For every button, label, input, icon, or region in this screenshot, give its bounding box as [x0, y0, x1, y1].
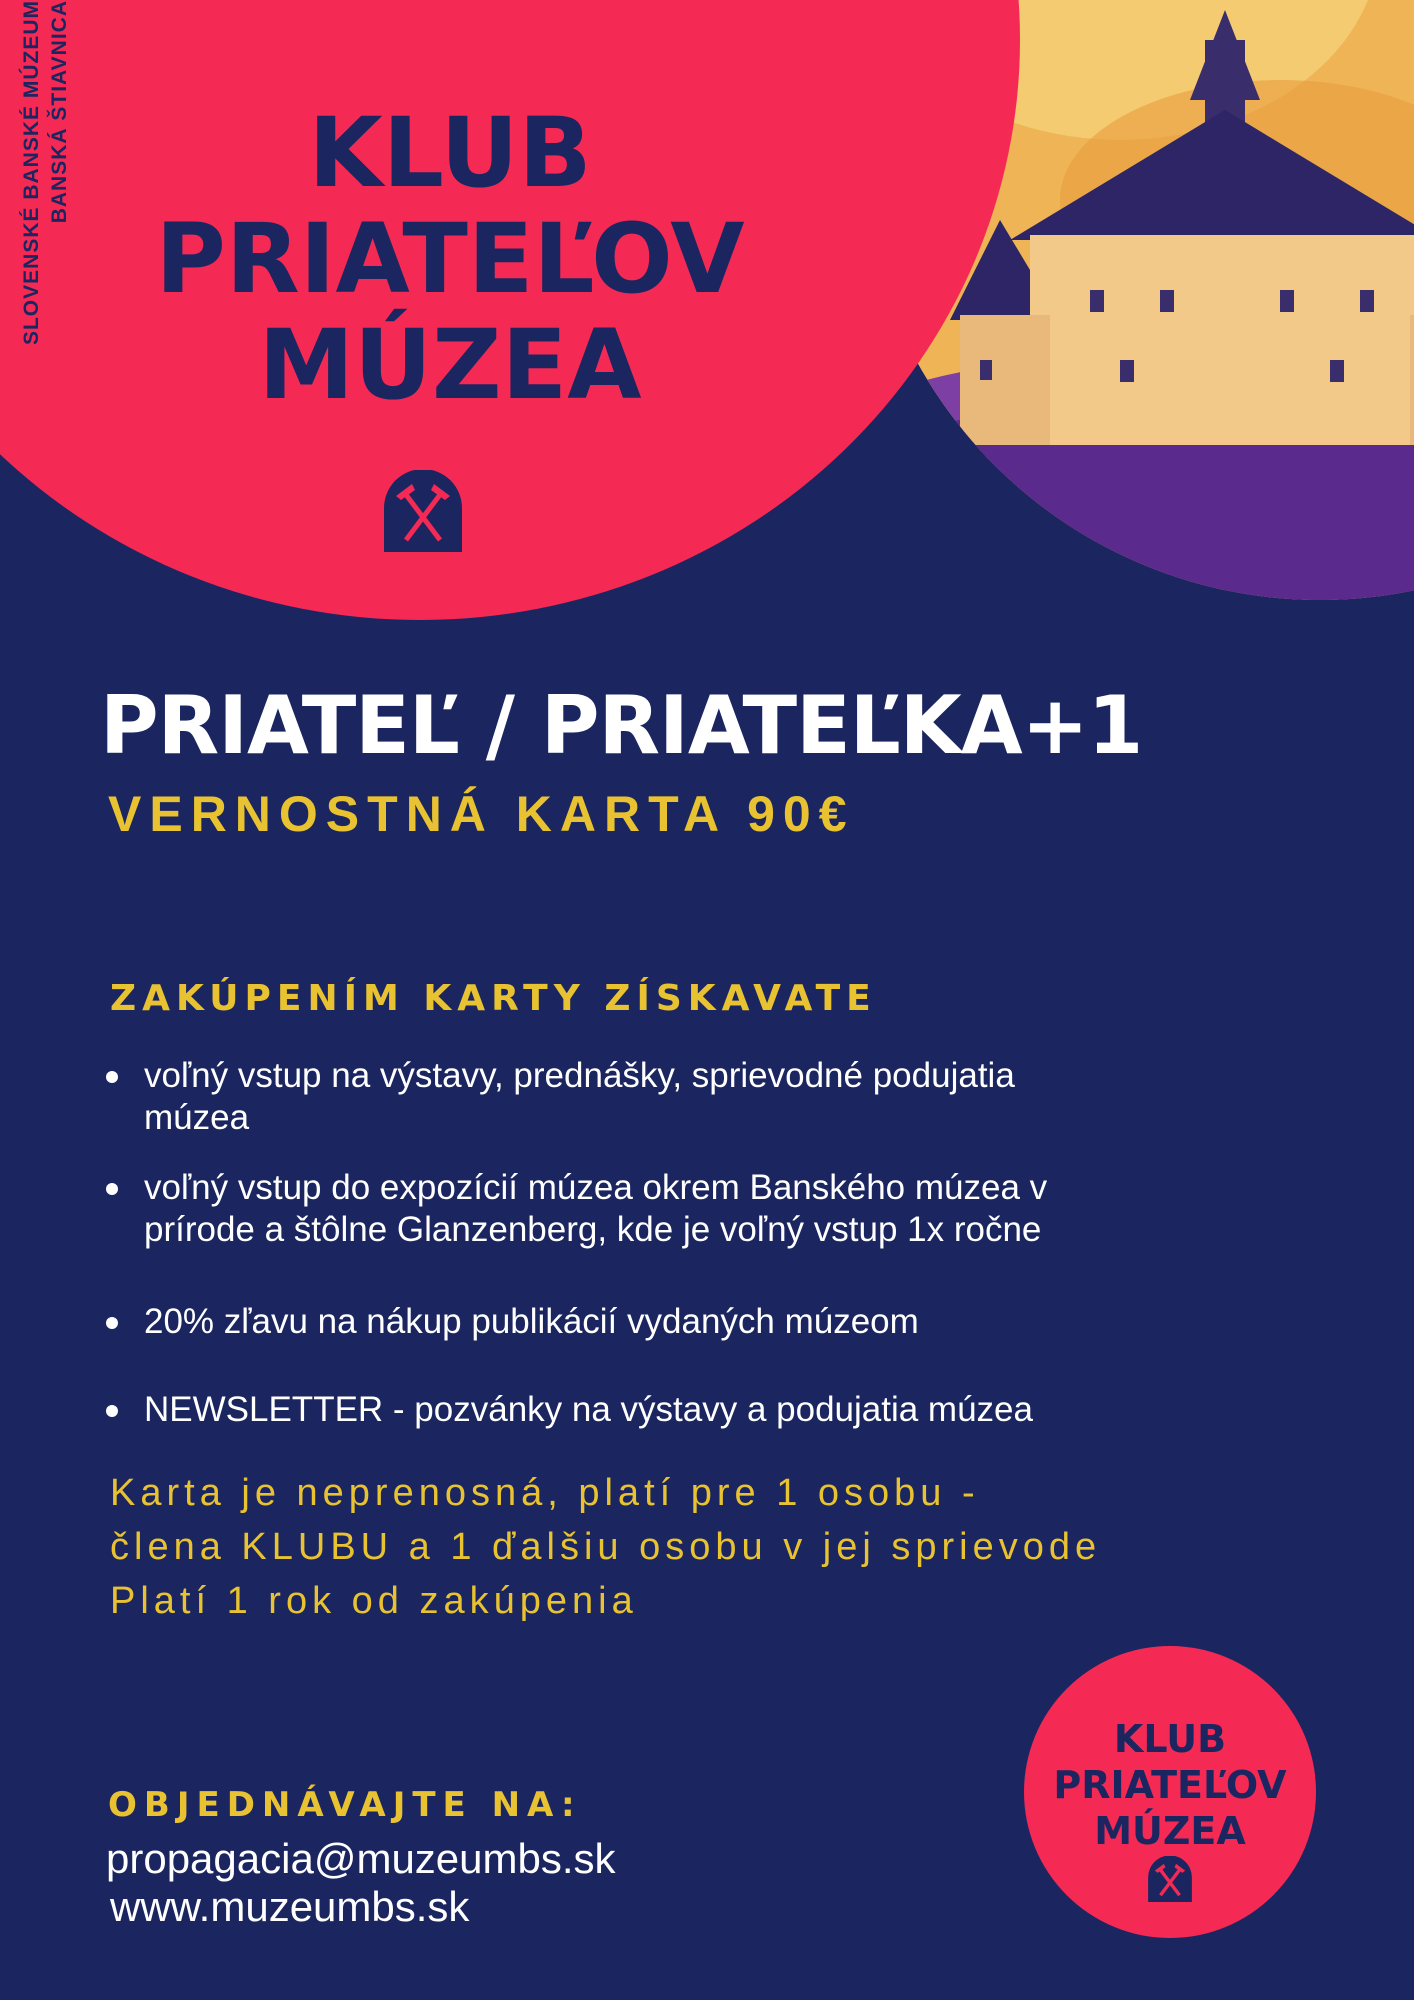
badge-title-line-1: KLUB — [1113, 1717, 1227, 1761]
benefit-text: 20% zľavu na nákup publikácií vydaných múzeom — [144, 1302, 919, 1341]
crossed-hammers-icon — [1148, 1856, 1192, 1902]
museum-name: SLOVENSKÉ BANSKÉ MÚZEUM — [20, 0, 43, 346]
bullet-icon — [106, 1071, 118, 1083]
benefit-text: voľný vstup na výstavy, prednášky, sprievodné podujatia — [144, 1056, 1015, 1095]
badge-title-line-2: PRIATEĽOV — [1053, 1763, 1287, 1807]
bullet-icon — [106, 1317, 118, 1329]
museum-name-vertical — [18, 0, 74, 460]
club-title-line-1: KLUB — [308, 97, 592, 209]
note-line: Platí 1 rok od zakúpenia — [110, 1580, 638, 1622]
note-line: Karta je neprenosná, platí pre 1 osobu - — [110, 1472, 980, 1514]
order-heading: OBJEDNÁVAJTE NA: — [108, 1785, 582, 1825]
note-line: člena KLUBU a 1 ďalšiu osobu v jej sprievode — [110, 1526, 1102, 1568]
contact-website-link[interactable]: www.muzeumbs.sk — [110, 1883, 470, 1930]
crossed-hammers-icon — [384, 470, 462, 552]
card-type-title: PRIATEĽ / PRIATEĽKA+1 — [100, 679, 1143, 772]
club-title — [100, 97, 800, 421]
benefit-text: prírode a štôlne Glanzenberg, kde je voľný vstup 1x ročne — [144, 1210, 1042, 1249]
bullet-icon — [106, 1183, 118, 1195]
club-badge — [1024, 1646, 1316, 1938]
badge-title-line-3: MÚZEA — [1094, 1809, 1246, 1853]
badge-title — [1024, 1716, 1316, 1854]
card-price-subtitle: VERNOSTNÁ KARTA 90€ — [108, 786, 855, 842]
benefits-heading: ZAKÚPENÍM KARTY ZÍSKAVATE — [110, 978, 877, 1019]
benefit-item — [100, 1301, 1324, 1343]
benefit-text: NEWSLETTER - pozvánky na výstavy a podujatia múzea — [144, 1390, 1033, 1429]
club-title-line-3: MÚZEA — [258, 309, 642, 421]
card-conditions-note — [110, 1466, 1101, 1628]
benefit-item — [100, 1167, 1324, 1251]
benefit-item — [100, 1389, 1324, 1431]
museum-city: BANSKÁ ŠTIAVNICA — [48, 0, 71, 224]
contact-block — [106, 1835, 616, 1931]
club-title-line-2: PRIATEĽOV — [155, 203, 745, 315]
bullet-icon — [106, 1405, 118, 1417]
benefit-text: múzea — [144, 1098, 250, 1137]
benefit-item — [100, 1055, 1324, 1139]
benefit-text: voľný vstup do expozícií múzea okrem Banského múzea v — [144, 1168, 1048, 1207]
contact-email-link[interactable]: propagacia@muzeumbs.sk — [106, 1835, 616, 1882]
